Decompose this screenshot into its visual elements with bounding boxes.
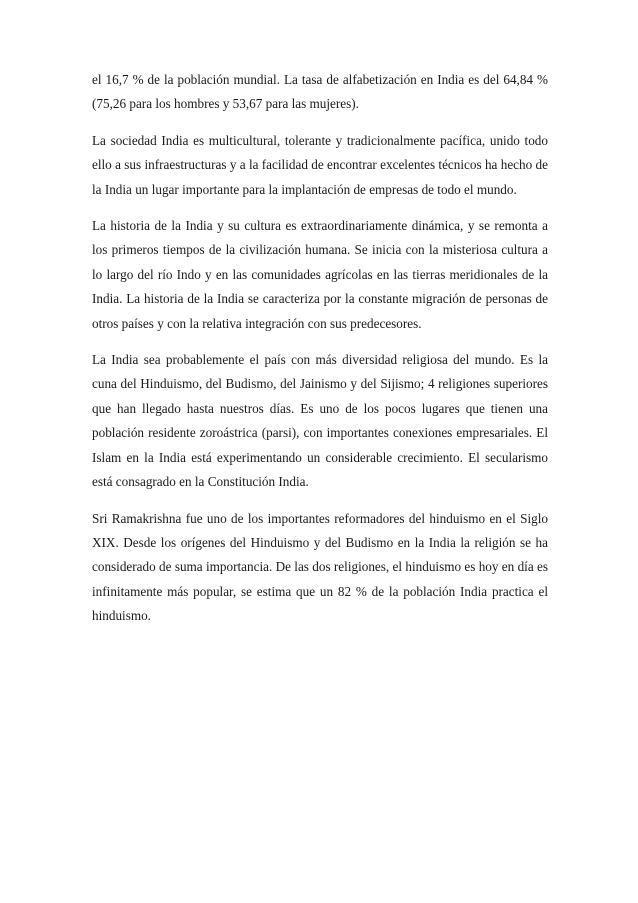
- paragraph-religion: La India sea probablemente el país con más diversidad religiosa del mundo. Es la cuna del Hinduismo, del Budismo, del Jainismo y del Sijismo; 4 religiones superiores que han llegado hasta nuestros días. Es uno de los pocos lugares que tienen una población residente zoroástrica (parsi), con importantes conexiones empresariales. El Islam en la India está experimentando un considerable crecimiento. El secularismo está consagrado en la Constitución India.: [92, 352, 548, 490]
- paragraph-population: el 16,7 % de la población mundial. La tasa de alfabetización en India es del 64,84 % (75,26 para los hombres y 53,67 para las mujeres).: [92, 72, 548, 112]
- paragraph-history: La historia de la India y su cultura es extraordinariamente dinámica, y se remonta a los primeros tiempos de la civilización humana. Se inicia con la misteriosa cultura a lo largo del río Indo y en las comunidades agrícolas en las tierras meridionales de la India. La historia de la India se caracteriza por la constante migración de personas de otros países y con la relativa integración con sus predecesores.: [92, 218, 548, 331]
- document-body: [92, 68, 548, 641]
- paragraph-society: La sociedad India es multicultural, tolerante y tradicionalmente pacífica, unido todo ello a sus infraestructuras y a la facilidad de encontrar excelentes técnicos ha hecho de la India un lugar importante para la implantación de empresas de todo el mundo.: [92, 132, 548, 197]
- paragraph-hinduism: Sri Ramakrishna fue uno de los importantes reformadores del hinduismo en el Siglo XIX. Desde los orígenes del Hinduismo y del Budismo en la India la religión se ha considerado de suma importancia. De las dos religiones, el hinduismo es hoy en día es infinitamente más popular, se estima que un 82 % de la población India practica el hinduismo.: [92, 510, 548, 624]
